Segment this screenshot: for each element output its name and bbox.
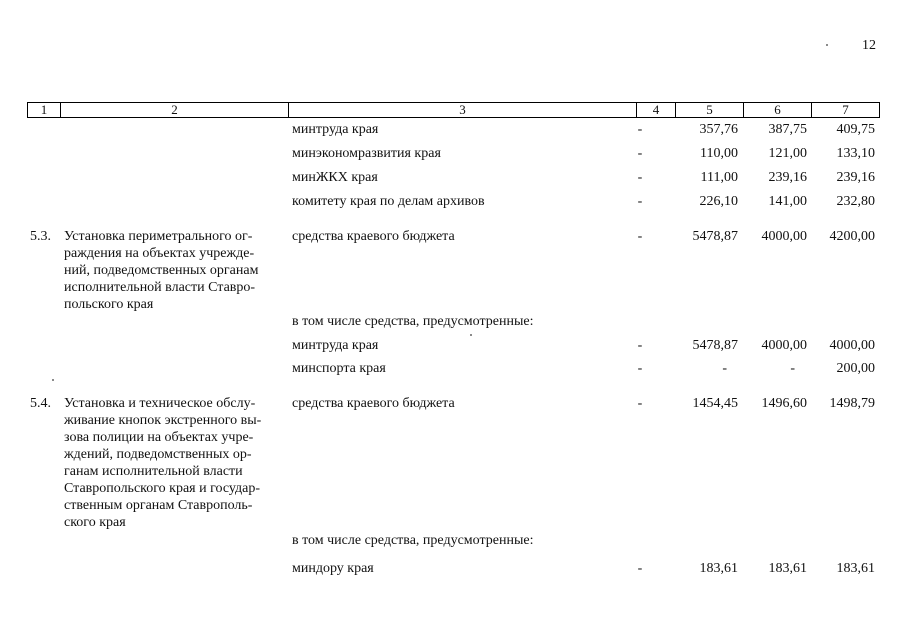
col-6-value: 4000,00 — [761, 229, 807, 244]
col-4-value: - — [637, 146, 643, 161]
scan-speck — [470, 334, 472, 336]
header-col-3: 3 — [288, 102, 637, 118]
col-5-value: 5478,87 — [692, 338, 738, 353]
col-5-value: 226,10 — [699, 194, 738, 209]
col-5-value: 1454,45 — [692, 396, 738, 411]
col-4-value: - — [637, 229, 643, 244]
col-4-value: - — [637, 561, 643, 576]
col-7-value: 200,00 — [836, 361, 875, 376]
col-5-value: 110,00 — [700, 146, 738, 161]
funding-source: минэкономразвития края — [292, 146, 441, 161]
col-6-value: 141,00 — [768, 194, 807, 209]
col-7-value: 409,75 — [836, 122, 875, 137]
header-col-6: 6 — [743, 102, 812, 118]
col-7-value: 232,80 — [836, 194, 875, 209]
including-label: в том числе средства, предусмотренные: — [292, 533, 534, 548]
scan-speck — [826, 44, 828, 46]
header-col-5: 5 — [675, 102, 744, 118]
col-7-value: 4000,00 — [829, 338, 875, 353]
col-7-value: 183,61 — [836, 561, 875, 576]
item-description: Установка и техническое обслу- живание кнопок экстренного вы- зова полиции на объектах учре- ждений, подведомственных ор- ганам исполнительной власти Ставропольского края и государ- ственным органам Ставрополь- ского края — [64, 396, 262, 530]
col-5-value: 111,00 — [700, 170, 738, 185]
funding-source: комитету края по делам архивов — [292, 194, 485, 209]
col-4-value: - — [637, 170, 643, 185]
col-6-value: 121,00 — [768, 146, 807, 161]
funding-source: минтруда края — [292, 338, 379, 353]
funding-source: средства краевого бюджета — [292, 396, 455, 411]
table-header-row — [27, 102, 880, 118]
funding-source: минспорта края — [292, 361, 386, 376]
header-col-4: 4 — [636, 102, 676, 118]
header-col-2: 2 — [60, 102, 289, 118]
header-col-1: 1 — [27, 102, 61, 118]
col-6-value: 1496,60 — [761, 396, 807, 411]
col-5-value: 5478,87 — [692, 229, 738, 244]
page-number: 12 — [862, 38, 876, 53]
col-7-value: 1498,79 — [829, 396, 875, 411]
col-6-value: 239,16 — [768, 170, 807, 185]
col-7-value: 239,16 — [836, 170, 875, 185]
col-4-value: - — [637, 338, 643, 353]
funding-source: минтруда края — [292, 122, 379, 137]
col-4-value: - — [637, 122, 643, 137]
funding-source: средства краевого бюджета — [292, 229, 455, 244]
item-description: Установка периметрального ог- раждения на объектах учрежде- ний, подведомственных органам исполнительной власти Ставро- польского края — [64, 229, 259, 312]
scan-speck — [52, 379, 54, 381]
including-label: в том числе средства, предусмотренные: — [292, 314, 534, 329]
col-6-value: 183,61 — [768, 561, 807, 576]
col-6-value: 387,75 — [768, 122, 807, 137]
col-6-value: 4000,00 — [761, 338, 807, 353]
funding-source: минЖКХ края — [292, 170, 378, 185]
header-col-7: 7 — [811, 102, 880, 118]
col-5-value: 357,76 — [699, 122, 738, 137]
col-7-value: 133,10 — [836, 146, 875, 161]
col-7-value: 4200,00 — [829, 229, 875, 244]
item-number: 5.3. — [30, 229, 51, 244]
col-6-value: - — [790, 361, 795, 376]
col-4-value: - — [637, 396, 643, 411]
item-number: 5.4. — [30, 396, 51, 411]
col-5-value: - — [722, 361, 727, 376]
col-4-value: - — [637, 361, 643, 376]
col-4-value: - — [637, 194, 643, 209]
col-5-value: 183,61 — [699, 561, 738, 576]
funding-source: миндору края — [292, 561, 374, 576]
